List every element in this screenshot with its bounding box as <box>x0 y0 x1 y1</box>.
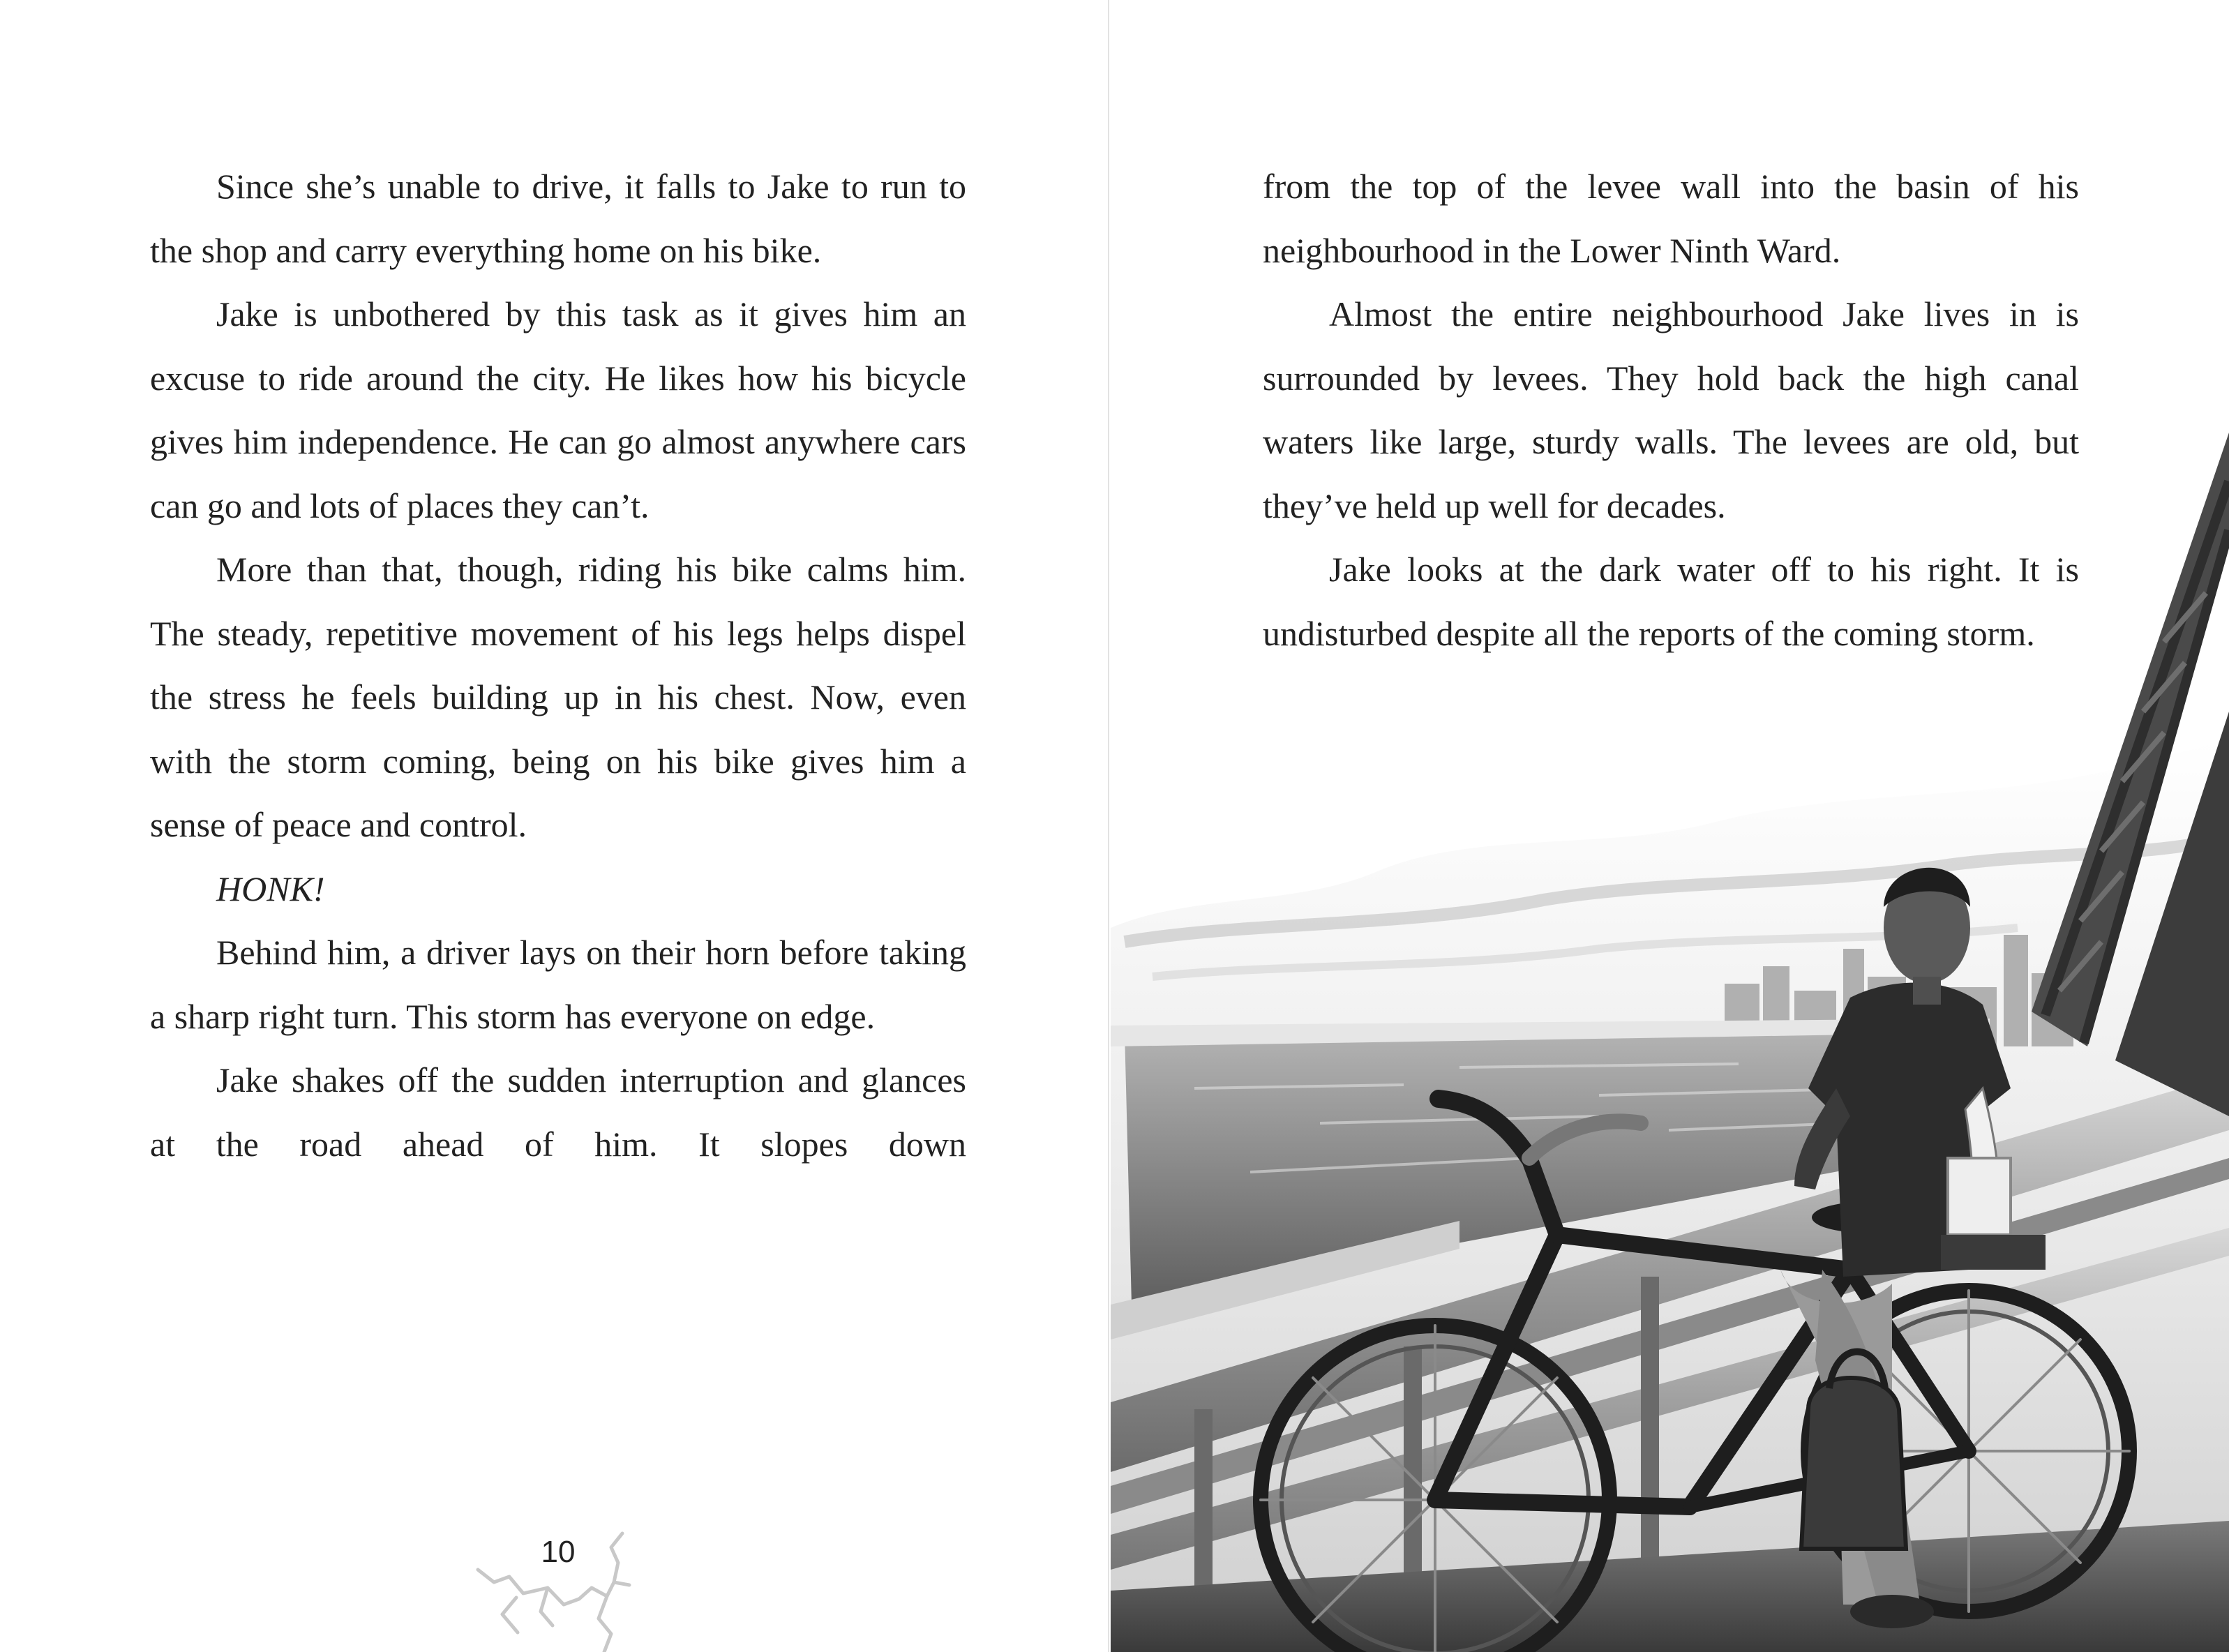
right-page <box>1111 0 2229 1652</box>
paragraph: Behind him, a driver lays on their horn before taking a sharp right turn. This storm has everyone on edge. <box>150 933 966 1036</box>
paragraph: from the top of the levee wall into the basin of his neighbourhood in the Lower Ninth Ward. <box>1263 167 2079 270</box>
right-page-text <box>1263 155 2079 666</box>
page-number: 10 <box>541 1535 576 1569</box>
paragraph-honk: HONK! <box>216 869 325 908</box>
left-page-text <box>150 155 966 1176</box>
paragraph: Almost the entire neighbourhood Jake lives in is surrounded by levees. They hold back the high canal waters like large, sturdy walls. The levees are old, but they’ve held up well for decades. <box>1263 294 2079 525</box>
paragraph: Jake is unbothered by this task as it gives him an excuse to ride around the city. He likes how his bicycle gives him independence. He can go almost anywhere cars can go and lots of places they can’t. <box>150 294 966 525</box>
paragraph: More than that, though, riding his bike calms him. The steady, repetitive movement of his legs helps dispel the stress he feels building up in his chest. Now, even with the storm coming, being on his bike gives him a sense of peace and control. <box>150 550 966 844</box>
left-page <box>0 0 1109 1652</box>
paragraph: Since she’s unable to drive, it falls to Jake to run to the shop and carry everything home on his bike. <box>150 167 966 270</box>
paragraph: Jake looks at the dark water off to his right. It is undisturbed despite all the reports of the coming storm. <box>1263 550 2079 653</box>
paragraph: Jake shakes off the sudden interruption and glances at the road ahead of him. It slopes down <box>150 1060 966 1164</box>
